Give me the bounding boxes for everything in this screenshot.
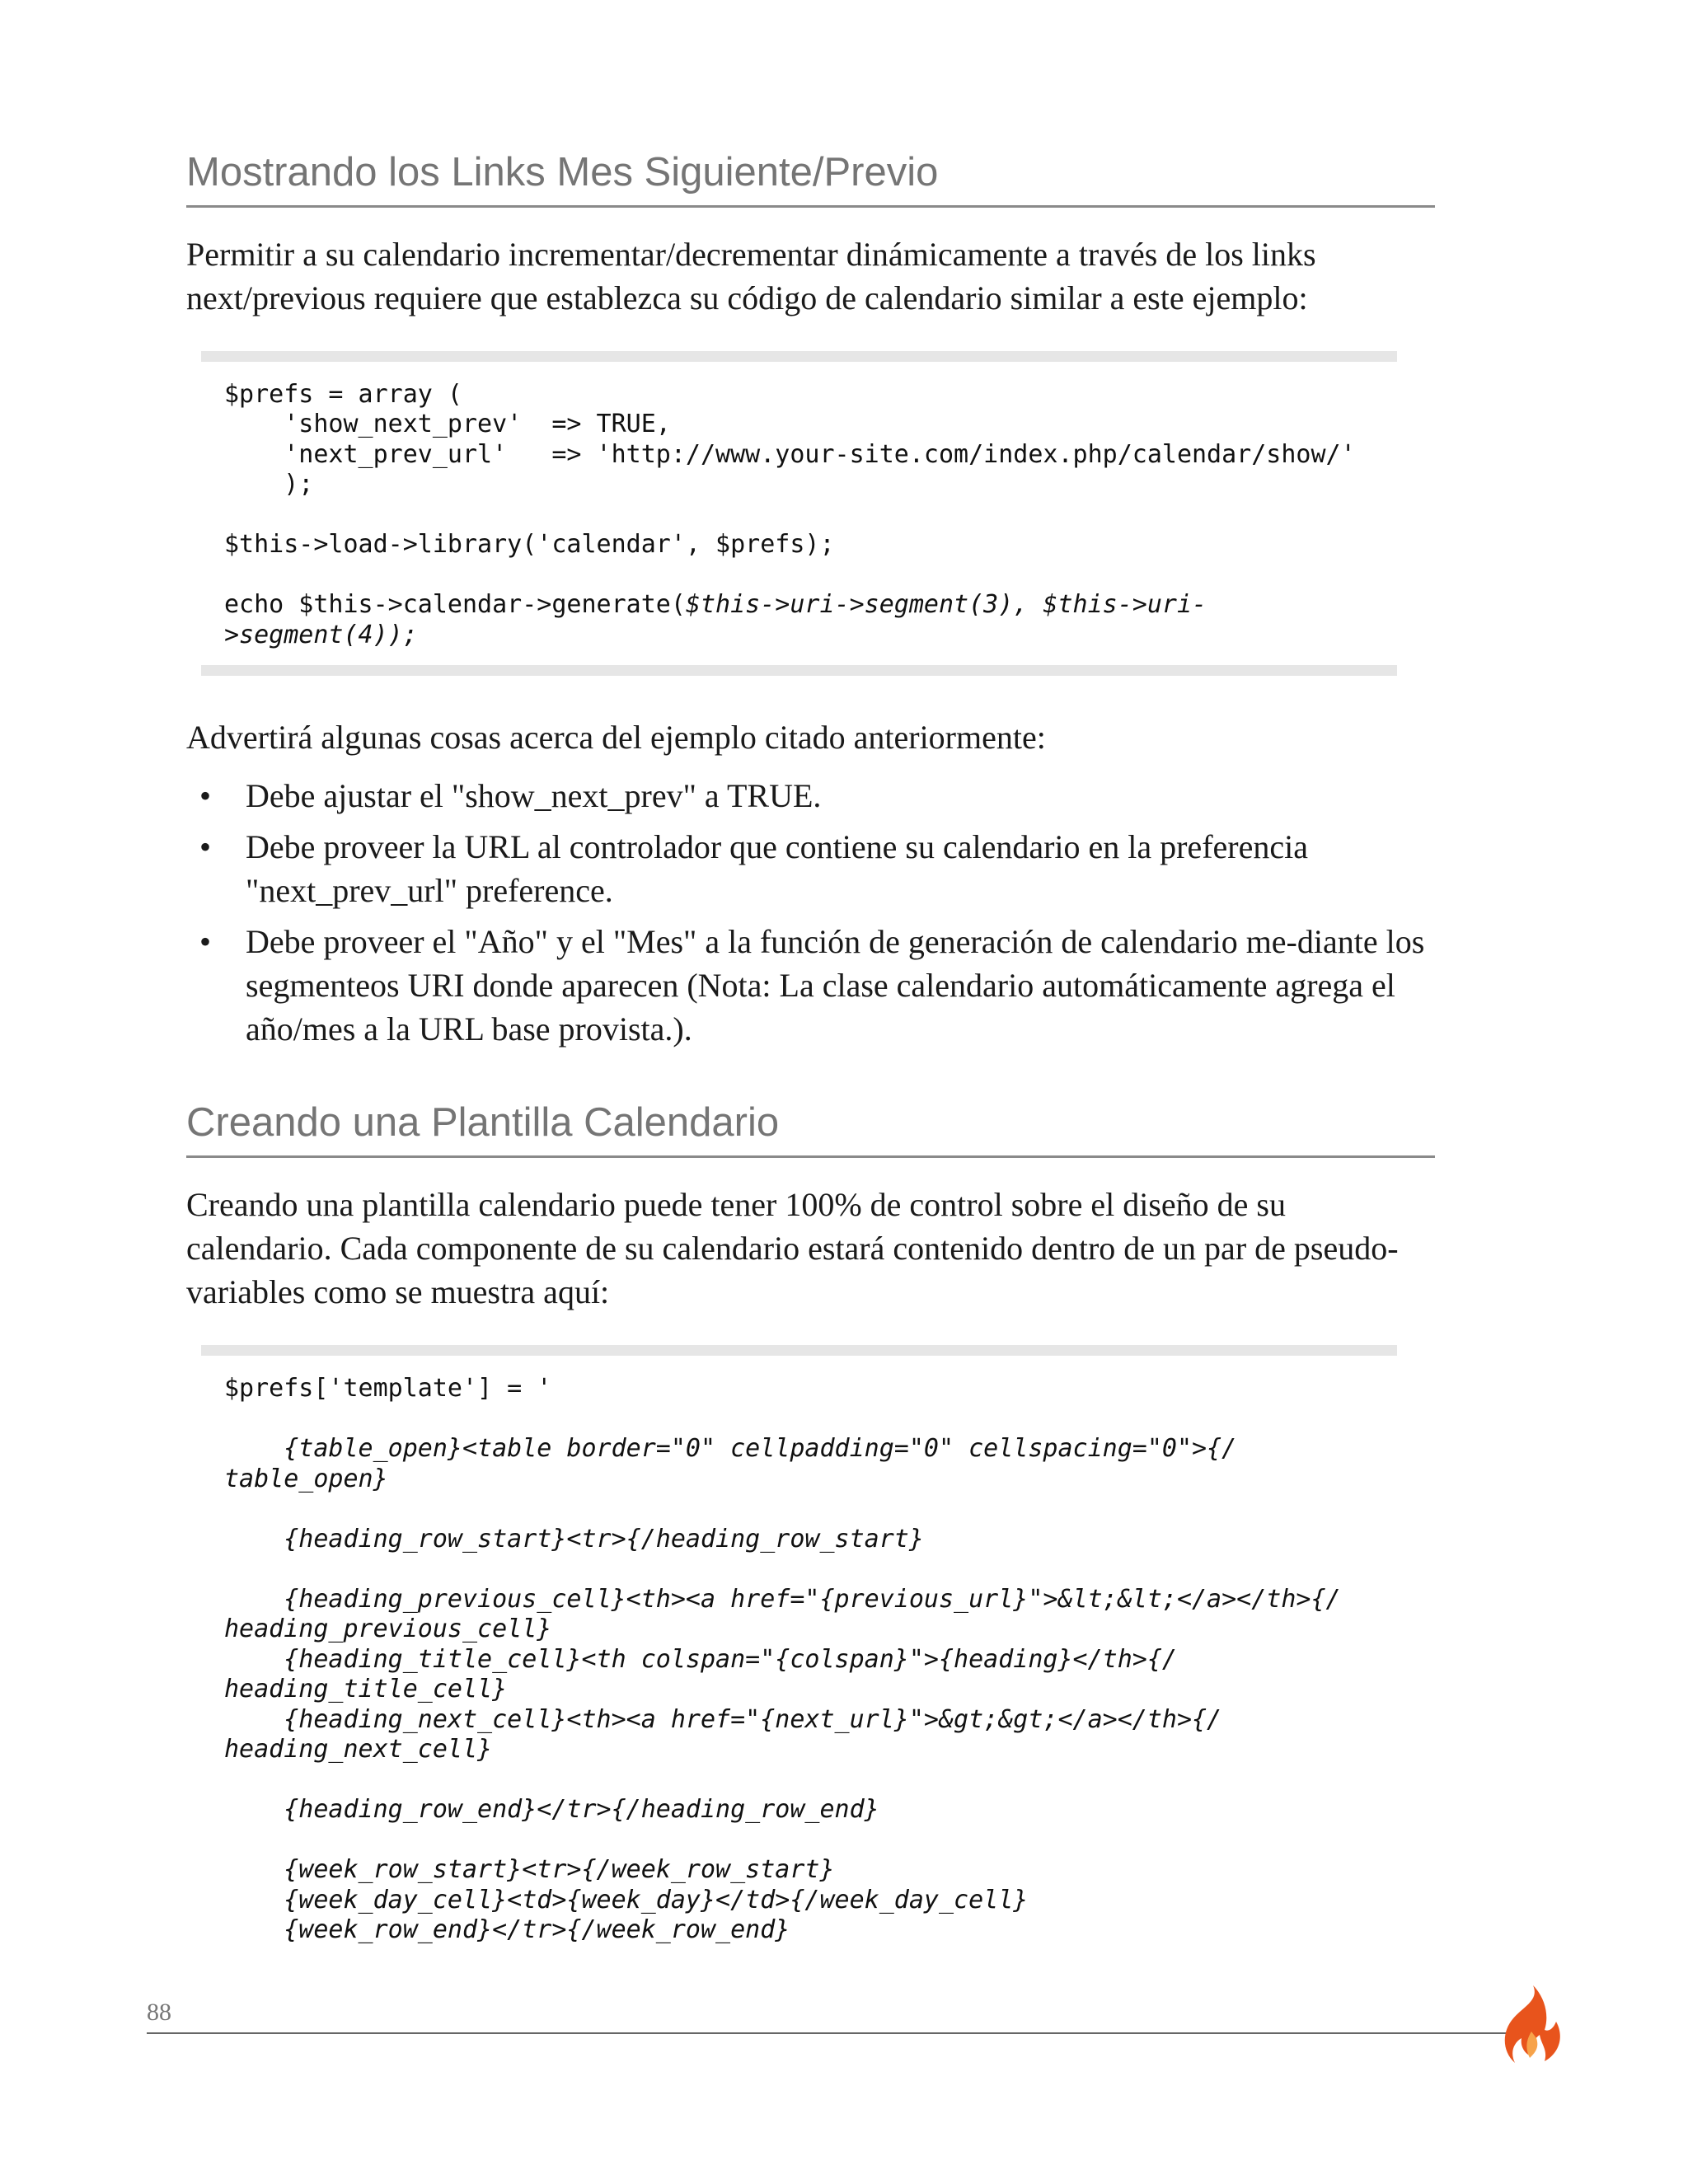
footer-rule xyxy=(147,2032,1507,2034)
page-content xyxy=(186,148,1435,1946)
code-line: {heading_next_cell}<th><a href="{next_url}">&gt;&gt;</a></th>{/ xyxy=(224,1704,1222,1734)
code-line: heading_title_cell} xyxy=(224,1675,508,1704)
code-line: {week_row_end}</tr>{/week_row_end} xyxy=(224,1915,790,1945)
section-heading-template: Creando una Plantilla Calendario xyxy=(186,1099,1435,1158)
page-number: 88 xyxy=(147,1999,171,2026)
code-block-next-prev xyxy=(201,351,1397,677)
bullet-icon: • xyxy=(199,923,212,961)
list-item-text: Debe proveer el "Año" y el "Mes" a la función de generación de calendario me-diante los segmenteos URI donde aparecen (Nota: La clase calendario automáticamente agrega el año/mes a la URL base provista.). xyxy=(246,923,1425,1048)
code-line: $prefs['template'] = ' xyxy=(224,1374,552,1404)
list-item xyxy=(186,825,1435,912)
code-line: heading_next_cell} xyxy=(224,1735,493,1765)
section1-intro: Permitir a su calendario incrementar/decrementar dinámicamente a través de los links next/previous requiere que establezca su código de calendario similar a este ejemplo: xyxy=(186,235,1316,316)
code-line: {heading_previous_cell}<th><a href="{previous_url}">&lt;&lt;</a></th>{/ xyxy=(224,1584,1341,1614)
code-line: ); xyxy=(224,470,314,499)
code-line-italic: >segment(4)); xyxy=(224,620,418,649)
code-line: $prefs = array ( xyxy=(224,379,462,409)
list-item-text: Debe proveer la URL al controlador que contiene su calendario en la preferencia "next_prev_url" preference. xyxy=(246,828,1309,910)
bullet-icon: • xyxy=(199,777,212,815)
notes-list xyxy=(186,774,1435,1051)
list-item-text: Debe ajustar el "show_next_prev" a TRUE. xyxy=(246,777,822,815)
code-line: $this->load->library('calendar', $prefs); xyxy=(224,530,835,560)
page-footer xyxy=(147,1999,1564,2032)
code-line: {heading_title_cell}<th colspan="{colspan}">{heading}</th>{/ xyxy=(224,1644,1177,1674)
code-line: {heading_row_end}</tr>{/heading_row_end} xyxy=(224,1795,879,1825)
code-line: table_open} xyxy=(224,1464,388,1493)
code-line-italic: $this->uri->segment(3), $this->uri- xyxy=(685,590,1207,620)
notes-intro: Advertirá algunas cosas acerca del ejemplo citado anteriormente: xyxy=(186,719,1046,757)
codeigniter-flame-icon xyxy=(1490,1982,1573,2073)
code-template-body xyxy=(224,1434,1341,1944)
code-line: heading_previous_cell} xyxy=(224,1615,552,1644)
list-item xyxy=(186,920,1435,1051)
section2-intro: Creando una plantilla calendario puede tener 100% de control sobre el diseño de su calendario. Cada componente de su calendario estará contenido dentro de un par de pseudo-variables como se muestra aquí: xyxy=(186,1186,1399,1311)
list-item xyxy=(186,774,1435,818)
code-line: 'next_prev_url' => 'http://www.your-site.com/index.php/calendar/show/' xyxy=(224,439,1356,469)
code-line: 'show_next_prev' => TRUE, xyxy=(224,410,671,439)
code-line: {week_row_start}<tr>{/week_row_start} xyxy=(224,1855,835,1885)
code-line: {heading_row_start}<tr>{/heading_row_start} xyxy=(224,1524,924,1554)
code-line: {week_day_cell}<td>{week_day}</td>{/week_day_cell} xyxy=(224,1885,1029,1915)
code-block-template xyxy=(201,1345,1397,1946)
code-line: echo $this->calendar->generate( xyxy=(224,590,686,620)
code-line: {table_open}<table border="0" cellpadding="0" cellspacing="0">{/ xyxy=(224,1434,1237,1464)
section-heading-next-prev: Mostrando los Links Mes Siguiente/Previo xyxy=(186,148,1435,208)
bullet-icon: • xyxy=(199,828,212,866)
